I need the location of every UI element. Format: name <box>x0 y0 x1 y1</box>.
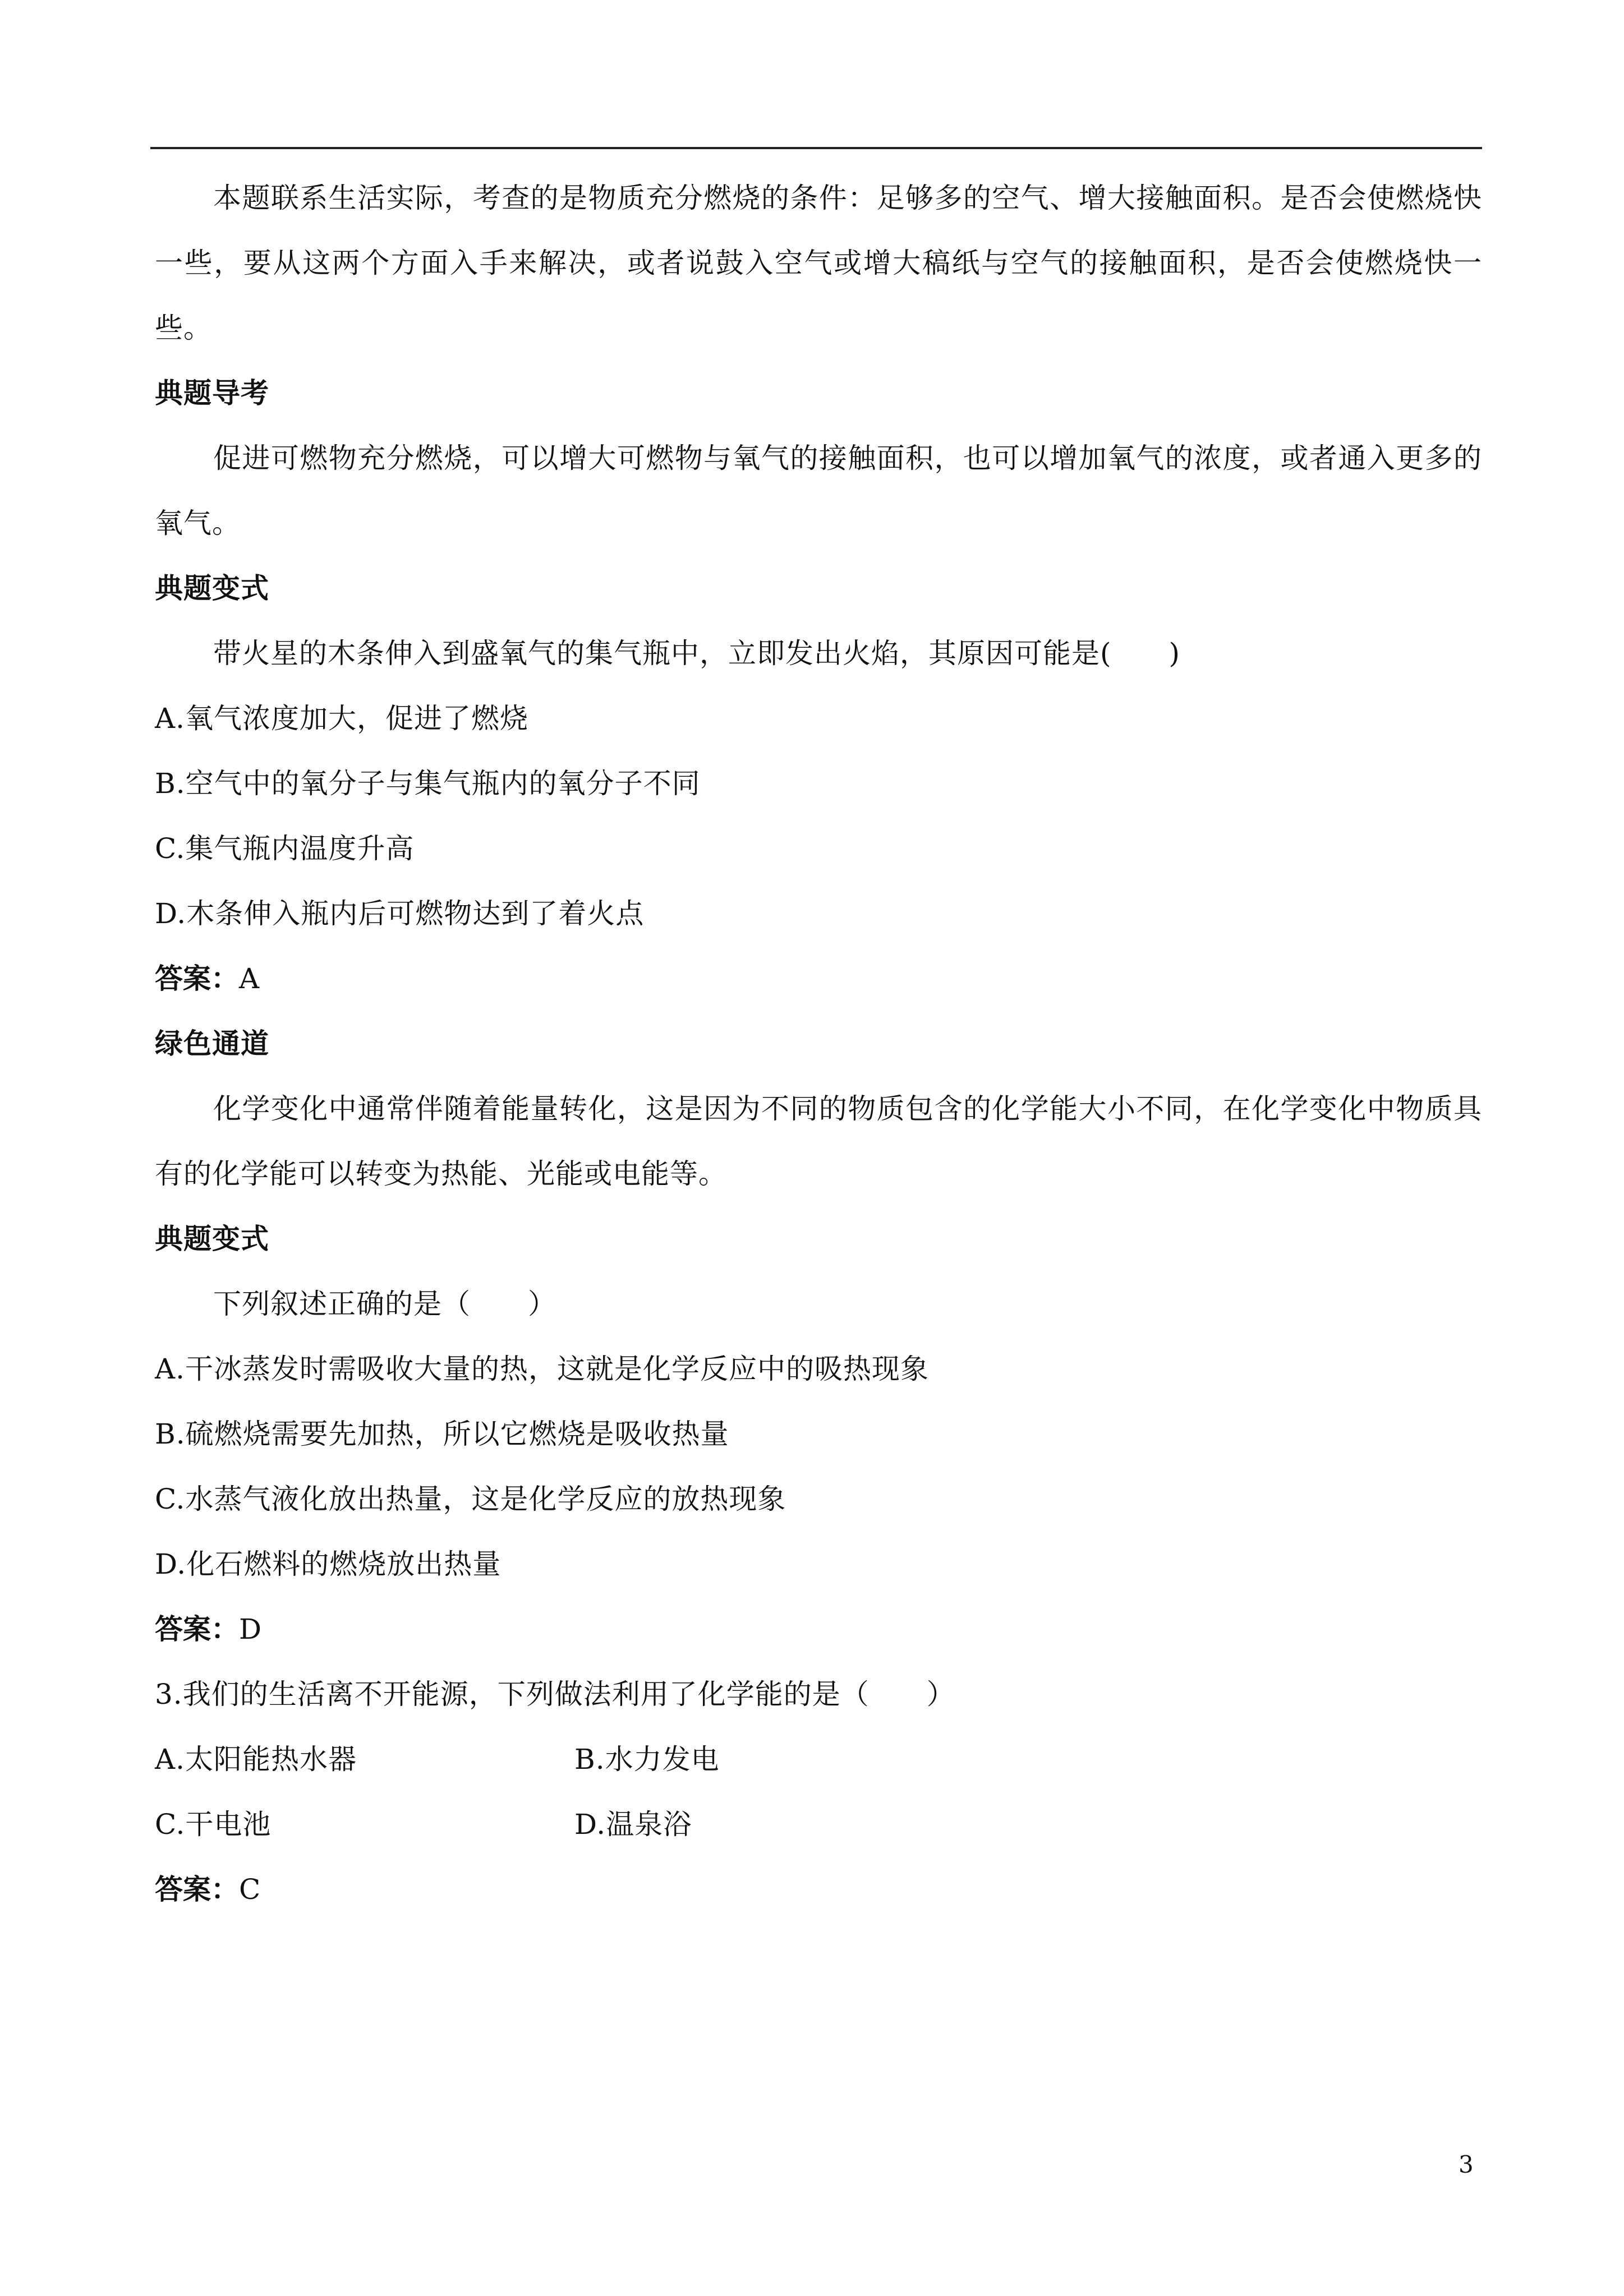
variant2-option-b: B.硫燃烧需要先加热，所以它燃烧是吸收热量 <box>155 1418 729 1450</box>
question3-options-row-1 <box>155 1727 1482 1792</box>
guide-heading: 典题导考 <box>155 376 269 409</box>
variant2-option-a: A.干冰蒸发时需吸收大量的热，这就是化学反应中的吸热现象 <box>155 1353 930 1385</box>
variant2-option-d: D.化石燃料的燃烧放出热量 <box>155 1548 502 1580</box>
analysis-paragraph: 本题联系生活实际，考查的是物质充分燃烧的条件：足够多的空气、增大接触面积。是否会使燃烧快一些，要从这两个方面入手来解决，或者说鼓入空气或增大稿纸与空气的接触面积，是否会使燃烧快一些。 <box>155 182 1482 344</box>
answer-label: 答案： <box>155 962 239 995</box>
variant1-option-b: B.空气中的氧分子与集气瓶内的氧分子不同 <box>155 767 701 800</box>
question3-option-d: D.温泉浴 <box>574 1808 692 1841</box>
question3-option-a: A.太阳能热水器 <box>155 1743 357 1776</box>
variant2-answer <box>155 1597 1482 1662</box>
answer-value: D <box>239 1613 262 1645</box>
answer-value: C <box>239 1873 261 1906</box>
green-heading: 绿色通道 <box>155 1027 269 1060</box>
guide-paragraph: 促进可燃物充分燃烧，可以增大可燃物与氧气的接触面积，也可以增加氧气的浓度，或者通入更多的氧气。 <box>155 442 1482 540</box>
answer-label: 答案： <box>155 1612 239 1645</box>
variant1-answer <box>155 946 1482 1011</box>
variant1-option-c: C.集气瓶内温度升高 <box>155 832 415 865</box>
answer-value: A <box>239 962 260 995</box>
question3-option-c: C.干电池 <box>155 1808 272 1841</box>
variant2-heading: 典题变式 <box>155 1222 269 1255</box>
question3-options-row-2 <box>155 1792 1482 1857</box>
question3-option-b: B.水力发电 <box>574 1743 720 1776</box>
variant1-option-d: D.木条伸入瓶内后可燃物达到了着火点 <box>155 897 645 930</box>
answer-label: 答案： <box>155 1873 239 1906</box>
page-content <box>155 165 1482 1922</box>
page-number: 3 <box>1459 2151 1474 2178</box>
variant1-heading: 典题变式 <box>155 571 269 605</box>
green-paragraph: 化学变化中通常伴随着能量转化，这是因为不同的物质包含的化学能大小不同，在化学变化中物质具有的化学能可以转变为热能、光能或电能等。 <box>155 1092 1482 1190</box>
variant2-option-c: C.水蒸气液化放出热量，这是化学反应的放热现象 <box>155 1483 786 1515</box>
question3-text: 3.我们的生活离不开能源，下列做法利用了化学能的是（ ） <box>155 1678 955 1711</box>
question3-answer <box>155 1857 1482 1922</box>
header-rule <box>150 147 1482 149</box>
variant2-question: 下列叙述正确的是（ ） <box>213 1288 556 1320</box>
variant1-option-a: A.氧气浓度加大，促进了燃烧 <box>155 702 529 735</box>
variant1-question: 带火星的木条伸入到盛氧气的集气瓶中，立即发出火焰，其原因可能是( ) <box>213 637 1181 670</box>
